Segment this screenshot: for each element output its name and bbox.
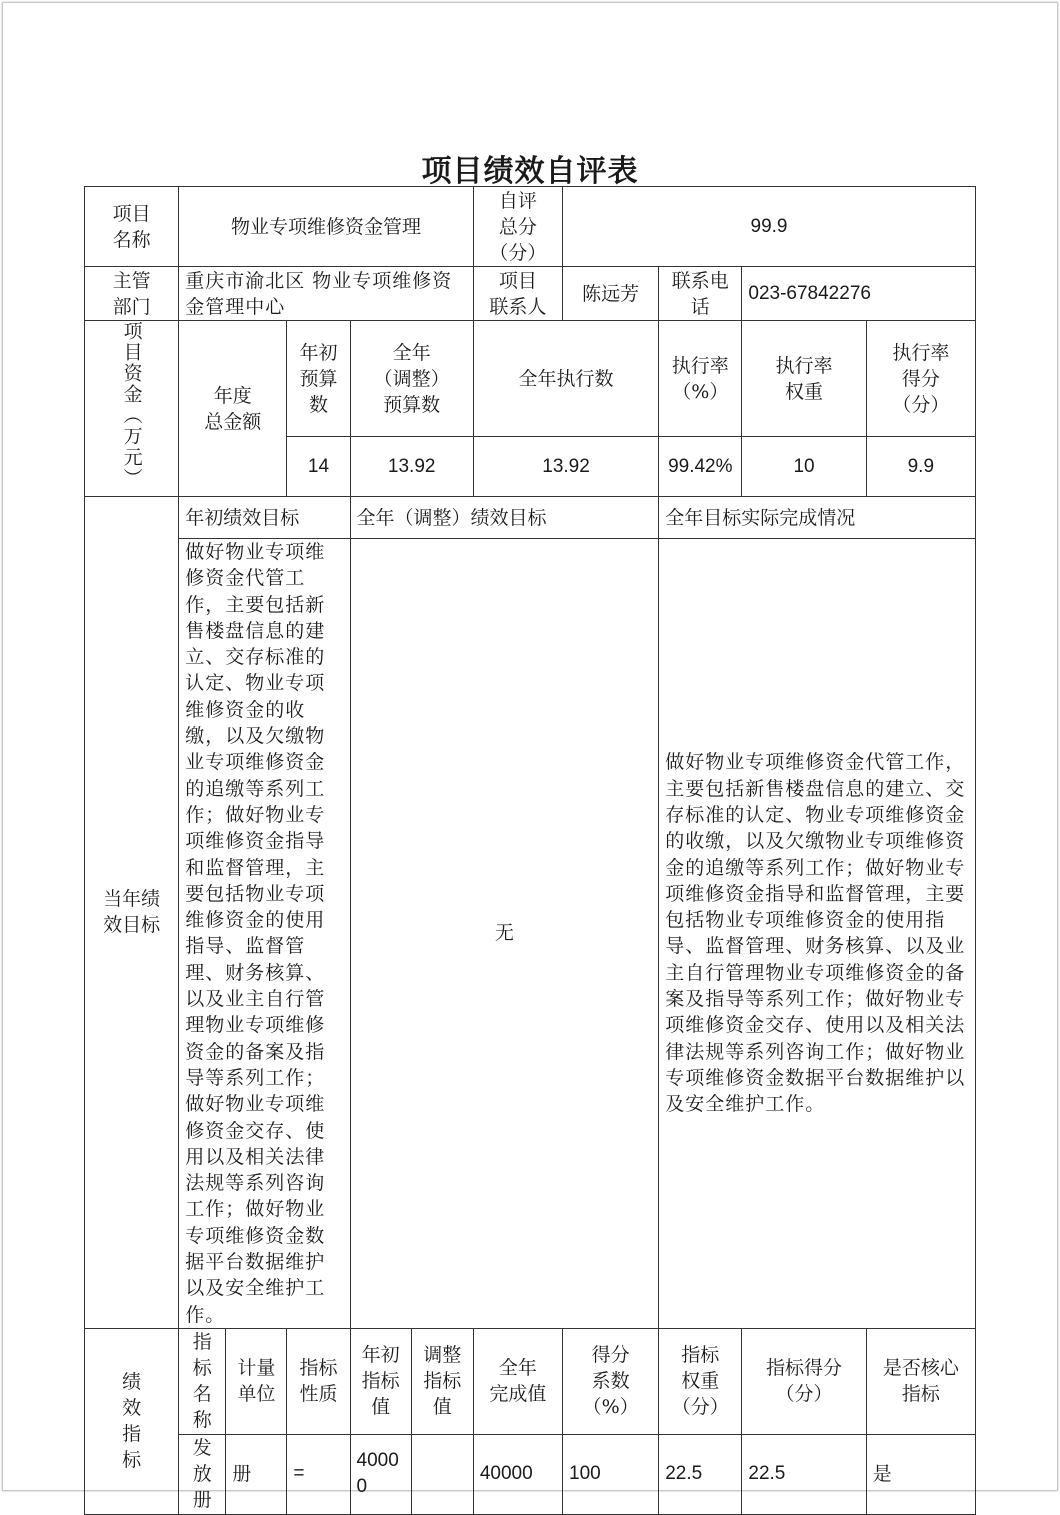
execution-weight-label: 执行率 权重 [742,321,866,437]
score-coef-header: 得分 系数 （%） [563,1328,659,1434]
executed-amount-label: 全年执行数 [473,321,658,437]
annual-total-label: 年度 总金额 [179,321,287,497]
goals-header-row [85,497,976,539]
project-name-label: 项目 名称 [85,187,179,267]
project-name-value: 物业专项维修资金管理 [179,187,474,267]
core-indicator-header: 是否核心 指标 [866,1328,975,1434]
indicator-name: 发放册 [192,1437,212,1512]
execution-weight-value: 10 [742,437,866,497]
contact-label: 项目 联系人 [473,267,562,321]
initial-goal-header: 年初绩效目标 [179,497,350,539]
indicator-name-header-text: 指标名称 [192,1331,212,1432]
initial-budget-label: 年初 预算数 [287,321,350,437]
execution-rate-label: 执行率 （%） [659,321,742,437]
indicator-weight: 22.5 [659,1434,742,1514]
executed-amount-value: 13.92 [473,437,658,497]
goals-content-row [85,539,976,1329]
project-name-row [85,187,976,267]
indicator-weight-header: 指标 权重 （分） [659,1328,742,1434]
adjusted-goal-text: 无 [350,539,659,1329]
table-row [85,1434,976,1514]
initial-goal-text-cell [179,539,350,1329]
actual-completion-text: 做好物业专项维修资金代管工作，主要包括新售楼盘信息的建立、交存标准的认定、物业专项维修资金的收缴，以及欠缴物业专项维修资金的追缴等系列工作；做好物业专项维修资金指导和监督管理，主要包括物业专项维修资金的使用指导、监督管理、财务核算、以及业主自行管理物业专项维修资金的备案及指导等系列工作；做好物业专项维修资金交存、使用以及相关法律法规等系列咨询工作；做好物业专项维修资金数据平台数据维护以及安全维护工作。 [665,751,966,1116]
indicator-unit: 册 [226,1434,287,1514]
indicators-section-label [85,1328,179,1514]
indicator-score-coef: 100 [563,1434,659,1514]
phone-label: 联系电话 [659,267,742,321]
page-title: 项目绩效自评表 [421,154,639,189]
self-score-label: 自评 总分 （分） [473,187,562,267]
initial-value-header: 年初 指标 值 [350,1328,411,1434]
indicator-name-header [179,1328,226,1434]
indicator-score: 22.5 [742,1434,866,1514]
indicator-initial-value: 40000 [350,1434,411,1514]
indicator-nature: = [287,1434,350,1514]
unit-header: 计量 单位 [226,1328,287,1434]
indicator-score-header: 指标得分 （分） [742,1328,866,1434]
indicator-adjusted-value [411,1434,473,1514]
contact-value: 陈远芳 [563,267,659,321]
indicator-completed-value: 40000 [473,1434,562,1514]
nature-header: 指标 性质 [287,1328,350,1434]
initial-budget-value: 14 [287,437,350,497]
execution-rate-value: 99.42% [659,437,742,497]
department-value: 重庆市渝北区 物业专项维修资金管理中心 [179,267,474,321]
execution-score-label: 执行率 得分 （分） [866,321,975,437]
completed-value-header: 全年 完成值 [473,1328,562,1434]
adjusted-value-header: 调整 指标 值 [411,1328,473,1434]
adjusted-budget-value: 13.92 [350,437,473,497]
actual-completion-header: 全年目标实际完成情况 [659,497,976,539]
adjusted-budget-label: 全年 （调整） 预算数 [350,321,473,437]
department-label: 主管 部门 [85,267,179,321]
indicator-name-cell [179,1434,226,1514]
self-score-value: 99.9 [563,187,976,267]
funds-section-label [85,321,179,497]
execution-score-value: 9.9 [866,437,975,497]
indicator-header-row [85,1328,976,1434]
self-evaluation-table [84,186,976,1515]
phone-value: 023-67842276 [742,267,976,321]
indicators-section-text: 绩效指标 [122,1371,142,1472]
funds-section-text: 项目资金（万元） [120,321,143,489]
initial-goal-text: 做好物业专项维修资金代管工作，主要包括新售楼盘信息的建立、交存标准的认定、物业专项维修资金的收缴，以及欠缴物业专项维修资金的追缴等系列工作；做好物业专项维修资金指导和监督管理，主要包括物业专项维修资金的使用指导、监督管理、财务核算、以及业主自行管理物业专项维修资金的备案及指导等系列工作；做好物业专项维修资金交存、使用以及相关法律法规等系列咨询工作；做好物业专项维修资金数据平台数据维护以及安全维护工作。 [185,541,326,1326]
adjusted-goal-header: 全年（调整）绩效目标 [350,497,659,539]
funds-header-row [85,321,976,437]
goals-section-label: 当年绩 效目标 [85,497,179,1329]
department-row [85,267,976,321]
actual-completion-text-cell [659,539,976,1329]
indicator-core: 是 [866,1434,975,1514]
